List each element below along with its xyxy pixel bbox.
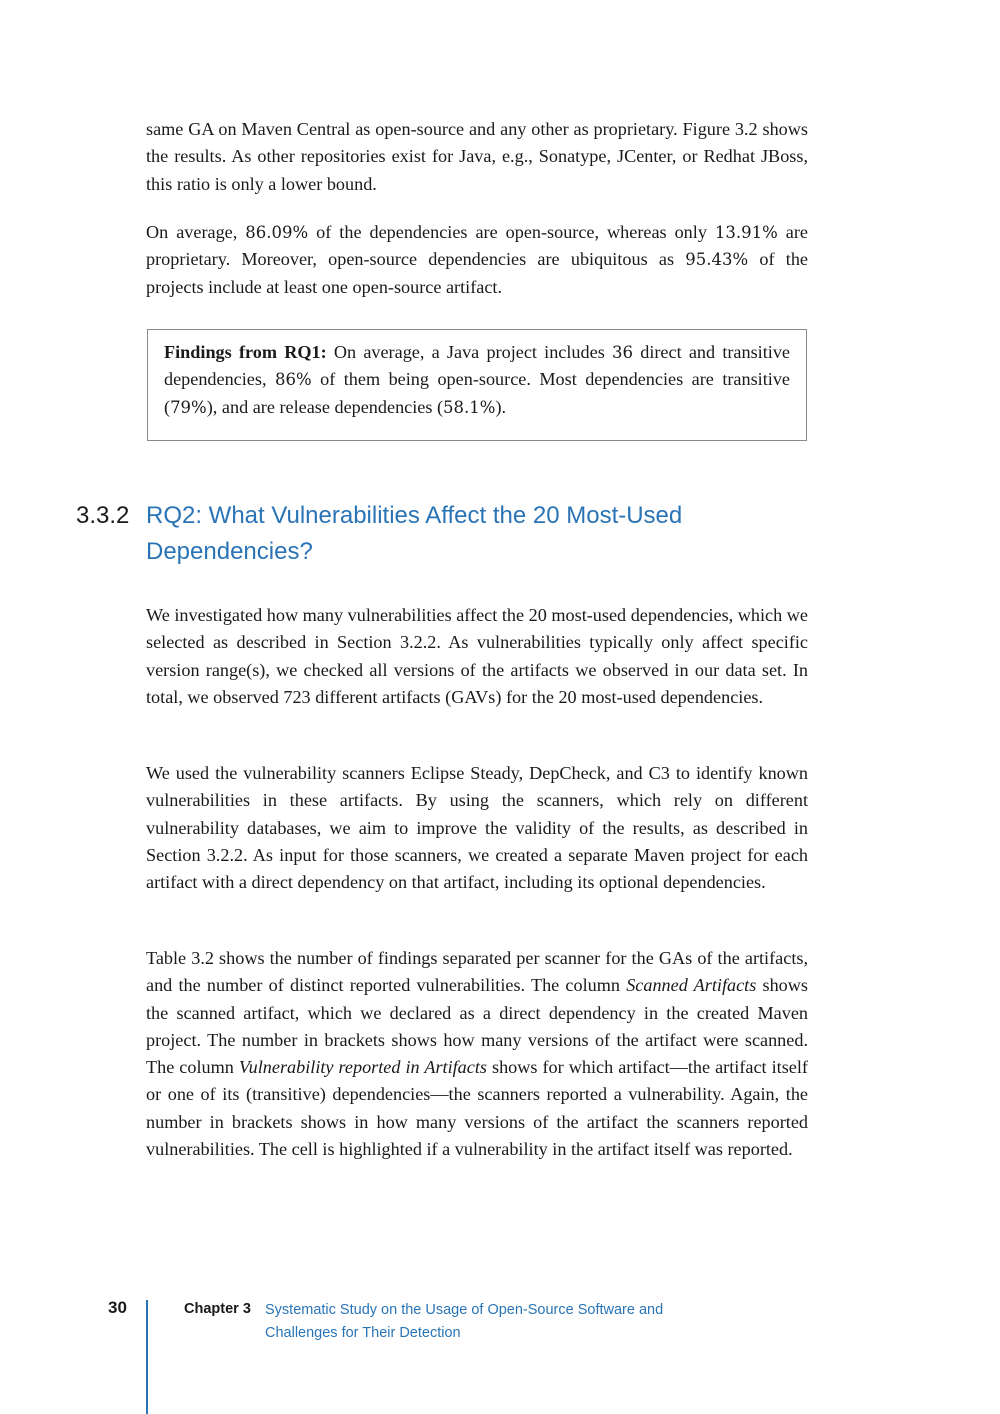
number-proprietary-share: 13.91% xyxy=(714,223,778,242)
findings-text: Findings from RQ1: On average, a Java project includes 36 direct and transitive dependencies, 86% of them being open-source. Most dependencies are transitive (79%), and are release dependencies (58.1%). xyxy=(164,342,790,417)
paragraph-average-open-source: On average, 86.09% of the dependencies are open-source, whereas only 13.91% are proprietary. Moreover, open-source dependencies are ubiquitous as 95.43% of the projects include at least one open-source artifact. xyxy=(146,222,809,297)
footer-chapter-label: Chapter 3 xyxy=(184,1301,251,1317)
term-scanned-artifacts: Scanned Artifacts xyxy=(626,975,757,996)
paragraph-scanners: We used the vulnerability scanners Eclipse Steady, DepCheck, and C3 to identify known vulnerabilities in these artifacts. By using the scanners, which rely on different vulnerability databases, we aim to improve the validity of the results, as described in Section 3.2.2. As input for those scanners, we created a separate Maven project for each artifact with a direct dependency on that artifact, including its optional dependencies. xyxy=(146,763,808,893)
term-vulnerability-reported: Vulnerability reported in Artifacts xyxy=(238,1057,487,1078)
number-ubiquitous-share: 95.43% xyxy=(685,250,749,270)
findings-box xyxy=(147,329,807,441)
findings-label: Findings from RQ1: xyxy=(164,342,327,362)
paragraph-investigation: We investigated how many vulnerabilities affect the 20 most-used dependencies, which we selected as described in Section 3.2.2. As vulnerabilities typically only affect specific version range(s), we checked all versions of the artifacts we observed in our data set. In total, we observed 723 different artifacts (GAVs) for the 20 most-used dependencies. xyxy=(146,605,808,707)
paragraph-open-source-ratio: same GA on Maven Central as open-source and any other as proprietary. Figure 3.2 shows the results. As other repositories exist for Java, e.g., Sonatype, JCenter, or Redhat JBoss, this ratio is only a lower bound. xyxy=(146,119,808,194)
page-number: 30 xyxy=(108,1298,127,1317)
number-open-source-share: 86.09% xyxy=(245,223,309,242)
footer-chapter-title: Systematic Study on the Usage of Open-Source Software and Challenges for Their Detection xyxy=(265,1302,664,1341)
paragraph-table-description: Table 3.2 shows the number of findings separated per scanner for the GAs of the artifacts, and the number of distinct reported vulnerabilities. The column Scanned Artifacts shows the scanned artifact, which we declared as a direct dependency in the created Maven project. The number in brackets shows how many versions of the artifact were scanned. The column Vulnerability reported in Artifacts shows for which artifact—the artifact itself or one of its (transitive) dependencies—the scanners reported a vulnerability. Again, the number in brackets shows in how many versions of the artifact the scanners reported vulnerabilities. The cell is highlighted if a vulnerability in the artifact itself was reported. xyxy=(146,948,808,1160)
section-number: 3.3.2 xyxy=(76,502,130,529)
section-title: RQ2: What Vulnerabilities Affect the 20 Most-Used Dependencies? xyxy=(146,502,683,565)
footer-divider xyxy=(146,1300,148,1414)
